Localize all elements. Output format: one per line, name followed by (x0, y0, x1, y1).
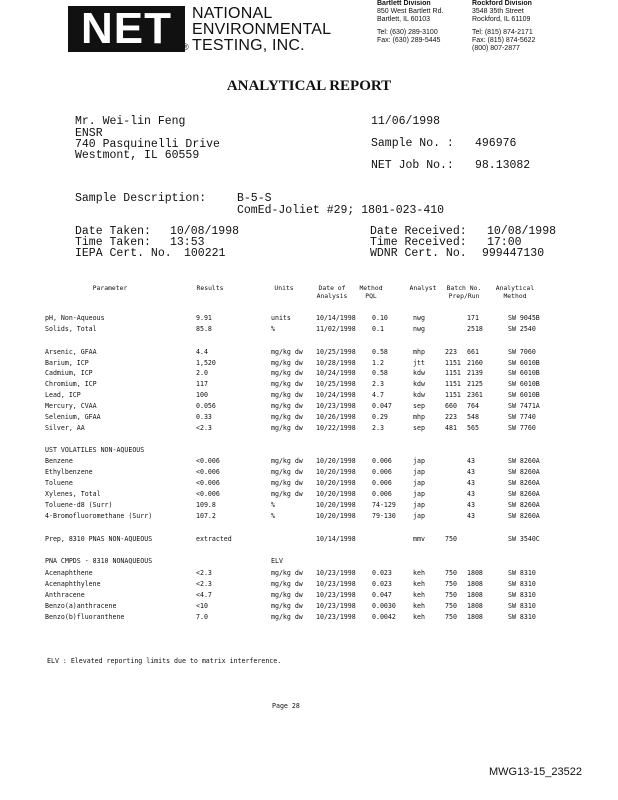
cell-parameter: Toluene-d8 (Surr) (45, 501, 113, 509)
cell-date: 10/23/1998 (316, 402, 356, 410)
cell-method: SW 2540 (508, 325, 536, 333)
cell-date: 10/28/1998 (316, 359, 356, 367)
cell-date: 10/14/1998 (316, 535, 356, 543)
cell-batch-run: 43 (467, 512, 475, 520)
cell-analyst: jap (413, 457, 425, 465)
cell-date: 10/23/1998 (316, 591, 356, 599)
wdnr-cert-no: 999447130 (482, 247, 545, 260)
cell-batch-prep: 750 (445, 613, 457, 621)
header-analytical-line-2: Method (503, 292, 527, 300)
cell-batch-prep: 1151 (445, 369, 461, 377)
cell-parameter: Acenaphthylene (45, 580, 101, 588)
cell-parameter: Lead, ICP (45, 391, 81, 399)
cell-pql: 0.006 (372, 457, 392, 465)
cell-result: 9.91 (196, 314, 212, 322)
cell-units: mg/kg dw (271, 569, 303, 577)
cell-result: 85.8 (196, 325, 212, 333)
cell-batch-run: 1808 (467, 580, 483, 588)
cell-units: units (271, 314, 291, 322)
cell-batch-run: 2160 (467, 359, 483, 367)
header-analyst: Analyst (409, 284, 437, 292)
cell-units: mg/kg dw (271, 413, 303, 421)
cell-result: extracted (196, 535, 232, 543)
cell-analyst: jtt (413, 359, 425, 367)
cell-result: 107.2 (196, 512, 216, 520)
cell-method: SW 8260A (508, 479, 540, 487)
cell-date: 10/24/1998 (316, 369, 356, 377)
cell-method: SW 8310 (508, 602, 536, 610)
cell-pql: 0.006 (372, 490, 392, 498)
rockford-city: Rockford, IL 61109 (472, 16, 531, 23)
cell-analyst: mmv (413, 535, 425, 543)
cell-pql: 0.0030 (372, 602, 396, 610)
cell-date: 10/20/1998 (316, 468, 356, 476)
cell-units: mg/kg dw (271, 380, 303, 388)
cell-method: SW 7060 (508, 348, 536, 356)
rockford-title: Rockford Division (472, 0, 532, 7)
cell-analyst: jap (413, 501, 425, 509)
cell-units: mg/kg dw (271, 348, 303, 356)
cell-analyst: kdw (413, 369, 425, 377)
header-results: Results (196, 284, 224, 292)
cell-batch-run: 43 (467, 501, 475, 509)
cell-date: 10/20/1998 (316, 512, 356, 520)
cell-method: SW 8260A (508, 468, 540, 476)
cell-batch-prep: 750 (445, 580, 457, 588)
report-title: ANALYTICAL REPORT (226, 78, 392, 94)
cell-result: 4.4 (196, 348, 208, 356)
company-line-2: ENVIRONMENTAL (192, 21, 332, 38)
cell-result: 7.0 (196, 613, 208, 621)
wdnr-cert-label: WDNR Cert. No. (370, 247, 467, 260)
cell-parameter: Ethylbenzene (45, 468, 93, 476)
cell-method: SW 8260A (508, 490, 540, 498)
cell-batch-run: 2139 (467, 369, 483, 377)
report-date: 11/06/1998 (371, 115, 441, 128)
cell-method: SW 8310 (508, 569, 536, 577)
cell-pql: 2.3 (372, 424, 384, 432)
cell-analyst: kdw (413, 391, 425, 399)
time-received: 17:00 (487, 236, 522, 249)
cell-method: SW 6010B (508, 369, 540, 377)
cell-method: SW 7760 (508, 424, 536, 432)
cell-method: SW 6010B (508, 391, 540, 399)
cell-pql: 0.006 (372, 479, 392, 487)
cell-parameter: Prep, 8310 PNAS NON-AQUEOUS (45, 535, 153, 543)
cell-units: mg/kg dw (271, 602, 303, 610)
header-date-line-2: Analysis (316, 292, 348, 300)
cell-parameter: Selenium, GFAA (45, 413, 101, 421)
cell-units: mg/kg dw (271, 468, 303, 476)
bartlett-title: Bartlett Division (377, 0, 431, 7)
cell-method: SW 6010B (508, 380, 540, 388)
cell-pql: 0.047 (372, 591, 392, 599)
cell-analyst: keh (413, 569, 425, 577)
cell-parameter: Arsenic, GFAA (45, 348, 97, 356)
cell-parameter: Barium, ICP (45, 359, 89, 367)
cell-analyst: jap (413, 468, 425, 476)
cell-date: 11/02/1998 (316, 325, 356, 333)
job-no: 98.13082 (475, 159, 531, 172)
company-name (192, 6, 331, 54)
cell-result: <2.3 (196, 424, 212, 432)
company-line-3: TESTING, INC. (192, 37, 305, 54)
cell-units: ELV (271, 557, 283, 565)
cell-pql: 0.29 (372, 413, 388, 421)
cell-parameter: Acenaphthene (45, 569, 93, 577)
cell-units: % (271, 501, 275, 509)
header-batch-line-1: Batch No. (446, 284, 482, 292)
date-received-label: Date Received: (370, 225, 467, 238)
cell-parameter: Solids, Total (45, 325, 97, 333)
cell-parameter: 4-Bromofluoromethane (Surr) (45, 512, 153, 520)
cell-analyst: sep (413, 402, 425, 410)
bartlett-city: Bartlett, IL 60103 (377, 16, 431, 23)
cell-result: 2.0 (196, 369, 208, 377)
cell-method: SW 7740 (508, 413, 536, 421)
cell-date: 10/20/1998 (316, 479, 356, 487)
bartlett-street: 850 West Bartlett Rd. (377, 8, 444, 15)
cell-units: mg/kg dw (271, 490, 303, 498)
cell-date: 10/23/1998 (316, 569, 356, 577)
cell-analyst: keh (413, 580, 425, 588)
date-taken-label: Date Taken: (75, 225, 151, 238)
cell-parameter: Toluene (45, 479, 73, 487)
time-taken: 13:53 (170, 236, 205, 249)
job-no-label: NET Job No.: (371, 159, 454, 172)
time-received-label: Time Received: (370, 236, 467, 249)
cell-parameter: pH, Non-Aqueous (45, 314, 105, 322)
sample-no: 496976 (475, 137, 517, 150)
cell-result: <0.006 (196, 479, 220, 487)
cell-units: mg/kg dw (271, 424, 303, 432)
cell-date: 10/23/1998 (316, 613, 356, 621)
cell-batch-prep: 750 (445, 591, 457, 599)
cell-batch-prep: 223 (445, 348, 457, 356)
document-code: MWG13-15_23522 (489, 766, 582, 778)
cell-result: <10 (196, 602, 208, 610)
rockford-tollfree: (800) 807-2877 (472, 45, 520, 52)
cell-parameter: PNA CMPDS - 8310 NONAQUEOUS (45, 557, 153, 565)
rockford-address (472, 0, 535, 53)
cell-units: mg/kg dw (271, 479, 303, 487)
page-number: Page 28 (272, 702, 300, 710)
cell-batch-run: 171 (467, 314, 479, 322)
bartlett-tel: Tel: (630) 289-3100 (377, 29, 438, 36)
cell-batch-run: 2518 (467, 325, 483, 333)
cell-result: 1,520 (196, 359, 216, 367)
cell-result: 109.8 (196, 501, 216, 509)
cell-batch-prep: 750 (445, 569, 457, 577)
header-method (355, 284, 387, 300)
cell-batch-prep: 223 (445, 413, 457, 421)
cell-method: SW 6010B (508, 359, 540, 367)
cell-method: SW 8260A (508, 457, 540, 465)
header-method-line-2: PQL (365, 292, 377, 300)
cell-parameter: Benzo(a)anthracene (45, 602, 117, 610)
client-company: ENSR (75, 127, 103, 140)
iepa-cert-no: 100221 (184, 247, 226, 260)
cell-batch-prep: 481 (445, 424, 457, 432)
cell-pql: 0.047 (372, 402, 392, 410)
cell-method: SW 8310 (508, 591, 536, 599)
cell-analyst: kdw (413, 380, 425, 388)
cell-parameter: UST VOLATILES NON-AQUEOUS (45, 446, 145, 454)
cell-result: 0.33 (196, 413, 212, 421)
cell-method: SW 7471A (508, 402, 540, 410)
cell-method: SW 8260A (508, 501, 540, 509)
client-city: Westmont, IL 60559 (75, 149, 200, 162)
cell-units: mg/kg dw (271, 391, 303, 399)
company-line-1: NATIONAL (192, 5, 273, 22)
client-street: 740 Pasquinelli Drive (75, 138, 220, 151)
rockford-street: 3548 35th Street (472, 8, 524, 15)
cell-batch-run: 1808 (467, 613, 483, 621)
header-analytical-line-1: Analytical (495, 284, 535, 292)
cell-units: mg/kg dw (271, 613, 303, 621)
cell-analyst: mhp (413, 348, 425, 356)
cell-parameter: Silver, AA (45, 424, 85, 432)
cell-date: 10/20/1998 (316, 490, 356, 498)
cell-batch-prep: 750 (445, 535, 457, 543)
cell-batch-run: 565 (467, 424, 479, 432)
cell-units: mg/kg dw (271, 369, 303, 377)
cell-batch-run: 548 (467, 413, 479, 421)
header-batch-line-2: Prep/Run (448, 292, 480, 300)
cell-batch-run: 43 (467, 457, 475, 465)
cell-method: SW 9045B (508, 314, 540, 322)
cell-pql: 0.023 (372, 580, 392, 588)
cell-date: 10/25/1998 (316, 380, 356, 388)
cell-analyst: keh (413, 613, 425, 621)
sample-description-line-2: ComEd-Joliet #29; 1801-023-410 (237, 204, 445, 217)
cell-method: SW 3540C (508, 535, 540, 543)
cell-result: <0.006 (196, 468, 220, 476)
cell-batch-prep: 1151 (445, 391, 461, 399)
cell-analyst: keh (413, 591, 425, 599)
cell-batch-run: 43 (467, 479, 475, 487)
cell-units: mg/kg dw (271, 402, 303, 410)
cell-batch-run: 1808 (467, 591, 483, 599)
cell-parameter: Anthracene (45, 591, 85, 599)
cell-pql: 0.023 (372, 569, 392, 577)
cell-batch-prep: 1151 (445, 380, 461, 388)
cell-method: SW 8310 (508, 580, 536, 588)
sample-description-line-1: B-5-S (237, 192, 272, 205)
cell-pql: 0.58 (372, 369, 388, 377)
header-analytical (490, 284, 540, 300)
cell-batch-run: 2125 (467, 380, 483, 388)
cell-analyst: mhp (413, 413, 425, 421)
cell-result: 100 (196, 391, 208, 399)
time-taken-label: Time Taken: (75, 236, 151, 249)
cell-analyst: nwg (413, 314, 425, 322)
cell-pql: 4.7 (372, 391, 384, 399)
cell-pql: 0.10 (372, 314, 388, 322)
rockford-tel: Tel: (815) 874-2171 (472, 29, 533, 36)
bartlett-fax: Fax: (630) 289-5445 (377, 37, 441, 44)
cell-analyst: jap (413, 490, 425, 498)
elv-footnote: ELV : Elevated reporting limits due to matrix interference. (47, 657, 282, 665)
header-date-line-1: Date of (318, 284, 346, 292)
header-method-line-1: Method (359, 284, 383, 292)
header-parameter: Parameter (92, 284, 128, 292)
cell-batch-prep: 750 (445, 602, 457, 610)
bartlett-address (377, 0, 443, 45)
header-units: Units (274, 284, 294, 292)
cell-analyst: nwg (413, 325, 425, 333)
cell-batch-prep: 660 (445, 402, 457, 410)
cell-analyst: keh (413, 602, 425, 610)
cell-parameter: Mercury, CVAA (45, 402, 97, 410)
cell-date: 10/14/1998 (316, 314, 356, 322)
client-name: Mr. Wei-lin Feng (75, 115, 186, 128)
cell-pql: 0.1 (372, 325, 384, 333)
net-logo: NET (68, 6, 185, 52)
cell-method: SW 8310 (508, 613, 536, 621)
date-received: 10/08/1998 (487, 225, 557, 238)
cell-pql: 79-130 (372, 512, 396, 520)
cell-pql: 74-129 (372, 501, 396, 509)
iepa-cert-label: IEPA Cert. No. (75, 247, 172, 260)
cell-date: 10/22/1998 (316, 424, 356, 432)
cell-batch-run: 661 (467, 348, 479, 356)
cell-pql: 0.0042 (372, 613, 396, 621)
cell-batch-run: 43 (467, 468, 475, 476)
sample-description-label: Sample Description: (75, 192, 207, 205)
cell-parameter: Chromium, ICP (45, 380, 97, 388)
cell-batch-run: 1808 (467, 602, 483, 610)
header-batch (441, 284, 487, 300)
cell-method: SW 8260A (508, 512, 540, 520)
cell-parameter: Cadmium, ICP (45, 369, 93, 377)
cell-pql: 0.006 (372, 468, 392, 476)
cell-analyst: jap (413, 512, 425, 520)
cell-result: 0.056 (196, 402, 216, 410)
cell-parameter: Xylenes, Total (45, 490, 101, 498)
cell-date: 10/23/1998 (316, 580, 356, 588)
cell-batch-run: 764 (467, 402, 479, 410)
cell-result: 117 (196, 380, 208, 388)
cell-pql: 0.58 (372, 348, 388, 356)
cell-batch-run: 2361 (467, 391, 483, 399)
cell-date: 10/25/1998 (316, 348, 356, 356)
cell-batch-run: 1808 (467, 569, 483, 577)
cell-parameter: Benzo(b)fluoranthene (45, 613, 125, 621)
cell-result: <4.7 (196, 591, 212, 599)
cell-units: mg/kg dw (271, 580, 303, 588)
cell-units: % (271, 325, 275, 333)
registered-mark: ® (182, 42, 189, 52)
cell-analyst: sep (413, 424, 425, 432)
cell-date: 10/20/1998 (316, 457, 356, 465)
cell-date: 10/23/1998 (316, 602, 356, 610)
date-taken: 10/08/1998 (170, 225, 240, 238)
cell-result: <0.006 (196, 490, 220, 498)
cell-analyst: jap (413, 479, 425, 487)
cell-date: 10/20/1998 (316, 501, 356, 509)
cell-units: % (271, 512, 275, 520)
header-date (312, 284, 352, 300)
cell-pql: 2.3 (372, 380, 384, 388)
cell-batch-run: 43 (467, 490, 475, 498)
cell-units: mg/kg dw (271, 457, 303, 465)
cell-parameter: Benzene (45, 457, 73, 465)
cell-result: <0.006 (196, 457, 220, 465)
cell-units: mg/kg dw (271, 591, 303, 599)
cell-pql: 1.2 (372, 359, 384, 367)
rockford-fax: Fax: (815) 874-5622 (472, 37, 536, 44)
cell-units: mg/kg dw (271, 359, 303, 367)
cell-date: 10/26/1998 (316, 413, 356, 421)
cell-date: 10/24/1998 (316, 391, 356, 399)
cell-result: <2.3 (196, 580, 212, 588)
sample-no-label: Sample No. : (371, 137, 454, 150)
cell-batch-prep: 1151 (445, 359, 461, 367)
cell-result: <2.3 (196, 569, 212, 577)
